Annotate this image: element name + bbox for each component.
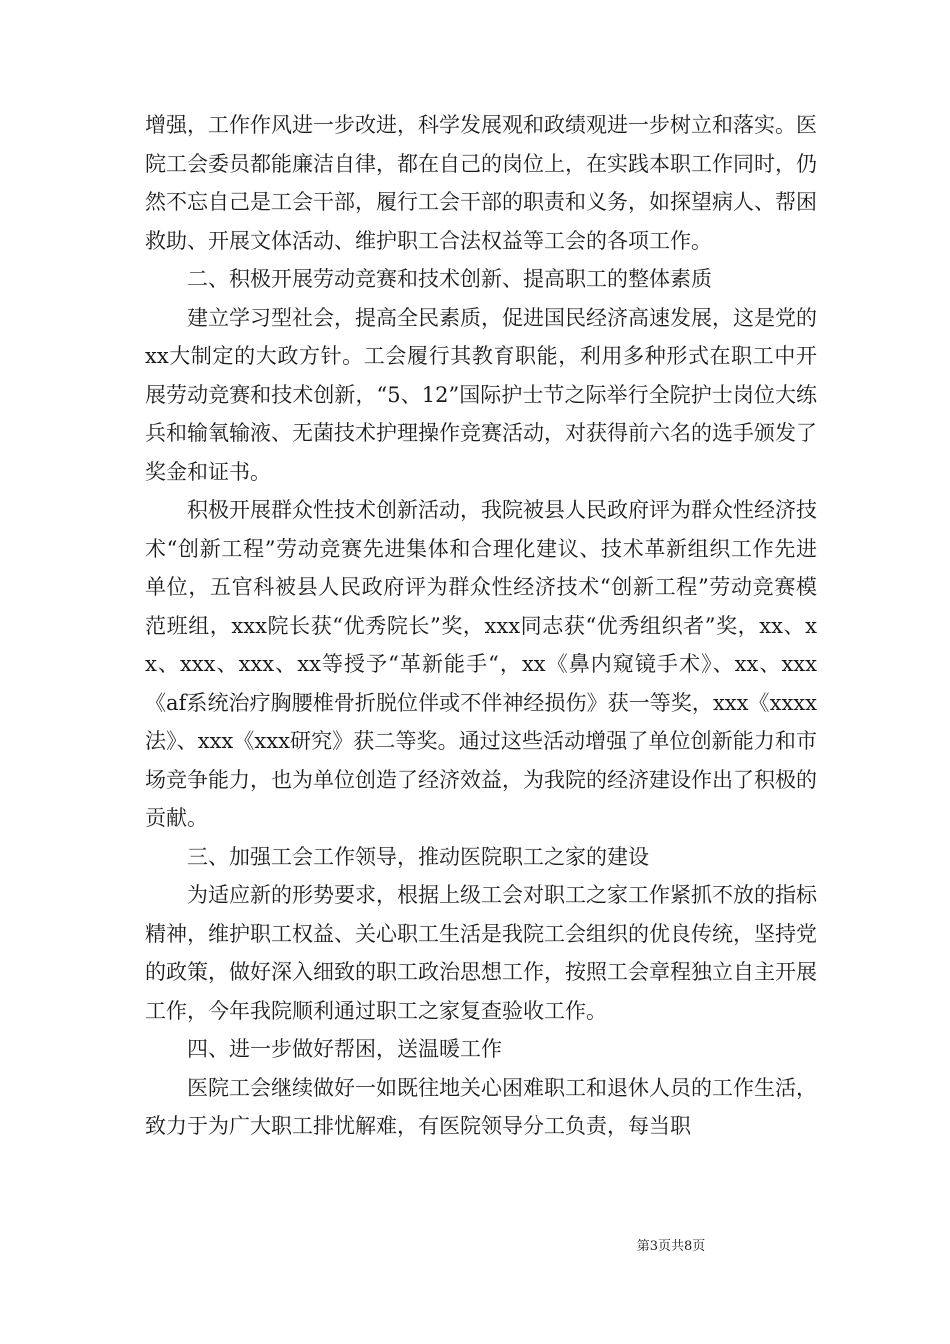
page-footer: [0, 1238, 950, 1256]
paragraph: 建立学习型社会，提高全民素质，促进国民经济高速发展，这是党的xx大制定的大政方针。工会履行其教育职能，利用多种形式在职工中开展劳动竞赛和技术创新，“5、12”国际护士节之际举行全院护士岗位大练兵和输氧输液、无菌技术护理操作竞赛活动，对获得前六名的选手颁发了奖金和证书。: [145, 305, 817, 484]
section-heading-4: 四、进一步做好帮困，送温暖工作: [187, 1037, 502, 1061]
paragraph: 积极开展群众性技术创新活动，我院被县人民政府评为群众性经济技术“创新工程”劳动竞赛先进集体和合理化建议、技术革新组织工作先进单位，五官科被县人民政府评为群众性经济技术“创新工程”劳动竞赛模范班组，xxx院长获“优秀院长”奖，xxx同志获“优秀组织者”奖，xx、xx、xxx、xxx、xx等授予“革新能手“，xx《鼻内窥镜手术》、xx、xxx《af系统治疗胸腰椎骨折脱位伴或不伴神经损伤》获一等奖，xxx《xxxx法》、xxx《xxx研究》获二等奖。通过这些活动增强了单位创新能力和市场竞争能力，也为单位创造了经济效益，为我院的经济建设作出了积极的贡献。: [145, 498, 817, 830]
paragraph: 医院工会继续做好一如既往地关心困难职工和退休人员的工作生活，致力于为广大职工排忧解难，有医院领导分工负责，每当职: [145, 1075, 817, 1138]
paragraph-continuation: 增强，工作作风进一步改进，科学发展观和政绩观进一步树立和落实。医院工会委员都能廉洁自律，都在自己的岗位上，在实践本职工作同时，仍然不忘自己是工会干部，履行工会干部的职责和义务，如探望病人、帮困救助、开展文体活动、维护职工合法权益等工会的各项工作。: [145, 113, 817, 253]
page-number: 第3页共8页: [636, 1239, 706, 1254]
section-heading-3: 三、加强工会工作领导，推动医院职工之家的建设: [187, 844, 649, 869]
section-heading-2: 二、积极开展劳动竞赛和技术创新、提高职工的整体素质: [187, 267, 712, 291]
document-body: [145, 106, 817, 1146]
paragraph: 为适应新的形势要求，根据上级工会对职工之家工作紧抓不放的指标精神，维护职工权益、关心职工生活是我院工会组织的优良传统，坚持党的政策，做好深入细致的职工政治思想工作，按照工会章程独立自主开展工作，今年我院顺利通过职工之家复查验收工作。: [145, 883, 817, 1023]
